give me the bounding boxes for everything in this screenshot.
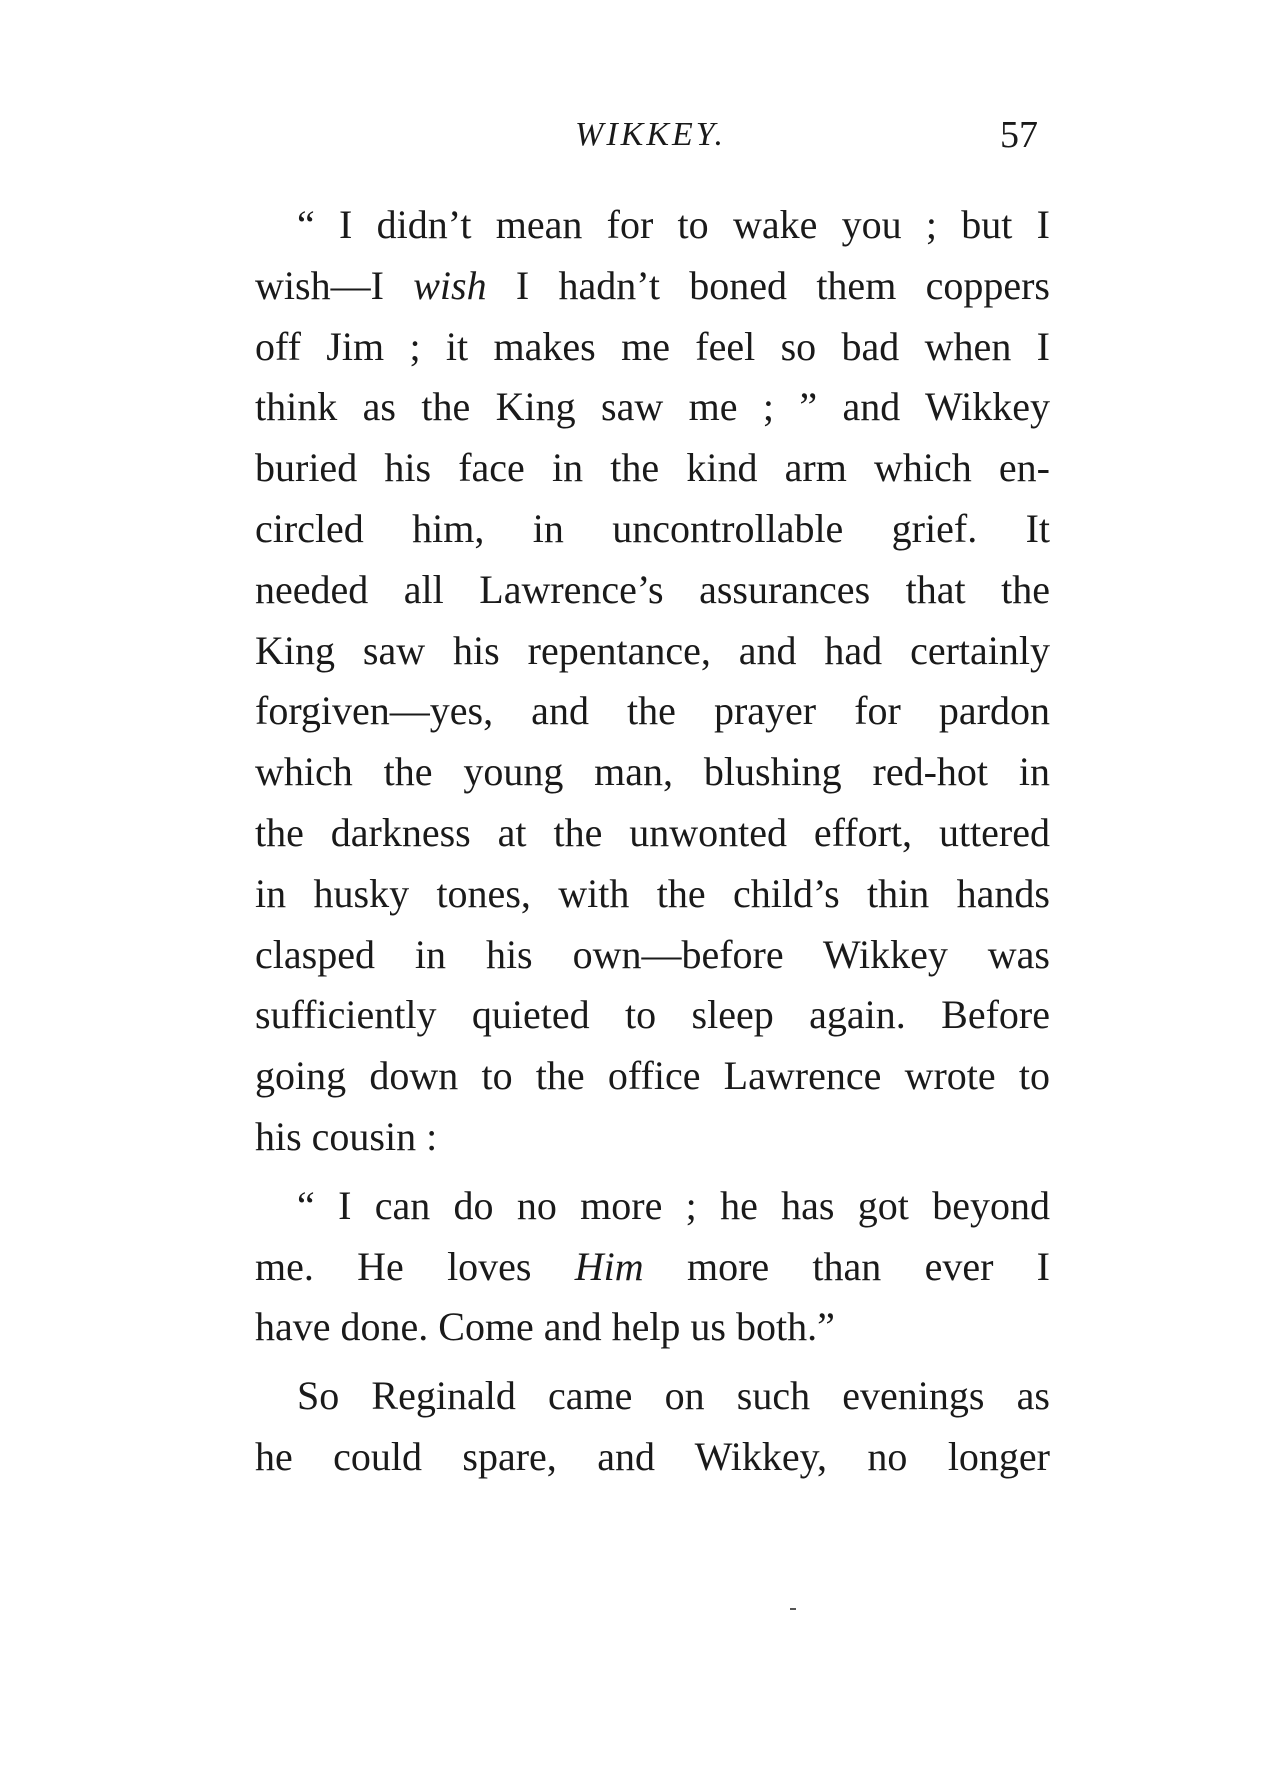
italic-text: wish bbox=[413, 262, 487, 308]
text-segment: he could spare, and Wikkey, no longer bbox=[255, 1433, 1050, 1479]
text-line bbox=[255, 1176, 1050, 1237]
text-segment: clasped in his own—before Wikkey was bbox=[255, 931, 1050, 977]
text-line bbox=[255, 1237, 1050, 1298]
text-segment: “ I can do no more ; he has got beyond bbox=[297, 1182, 1050, 1228]
text-segment: wish—I bbox=[255, 262, 414, 308]
text-segment: more than ever I bbox=[643, 1243, 1050, 1289]
text-line bbox=[255, 985, 1050, 1046]
printer-mark bbox=[790, 1608, 796, 1610]
text-segment: needed all Lawrence’s assurances that the bbox=[255, 566, 1050, 612]
text-line bbox=[255, 803, 1050, 864]
running-title: WIKKEY. bbox=[575, 116, 727, 153]
text-segment: in husky tones, with the child’s thin hands bbox=[255, 870, 1050, 916]
text-segment: the darkness at the unwonted effort, uttered bbox=[255, 809, 1050, 855]
text-segment: sufficiently quieted to sleep again. Before bbox=[255, 992, 1050, 1038]
page-number: 57 bbox=[1000, 114, 1038, 156]
text-line bbox=[255, 925, 1050, 986]
text-line bbox=[255, 256, 1050, 317]
paragraph bbox=[255, 1366, 1050, 1488]
text-line bbox=[255, 499, 1050, 560]
text-segment: have done. Come and help us both.” bbox=[255, 1304, 835, 1350]
text-line bbox=[255, 1046, 1050, 1107]
text-line bbox=[255, 1297, 1050, 1358]
text-line bbox=[255, 317, 1050, 378]
text-segment: his cousin : bbox=[255, 1113, 438, 1159]
text-line bbox=[255, 1427, 1050, 1488]
paragraph bbox=[255, 1176, 1050, 1358]
text-segment: buried his face in the kind arm which en- bbox=[255, 445, 1050, 491]
text-segment: circled him, in uncontrollable grief. It bbox=[255, 505, 1050, 551]
text-line bbox=[255, 195, 1050, 256]
text-segment: So Reginald came on such evenings as bbox=[297, 1373, 1050, 1419]
text-line bbox=[255, 742, 1050, 803]
running-head bbox=[0, 110, 1277, 170]
text-line bbox=[255, 1366, 1050, 1427]
text-line bbox=[255, 864, 1050, 925]
text-line bbox=[255, 377, 1050, 438]
text-line bbox=[255, 1107, 1050, 1168]
text-line bbox=[255, 438, 1050, 499]
text-segment: going down to the office Lawrence wrote to bbox=[255, 1053, 1050, 1099]
text-segment: “ I didn’t mean for to wake you ; but I bbox=[297, 202, 1050, 247]
text-line bbox=[255, 681, 1050, 742]
text-line bbox=[255, 621, 1050, 682]
body-text bbox=[255, 195, 1050, 1488]
text-segment: think as the King saw me ; ” and Wikkey bbox=[255, 384, 1050, 430]
text-segment: which the young man, blushing red-hot in bbox=[255, 749, 1050, 795]
text-segment: I hadn’t boned them coppers bbox=[486, 262, 1050, 308]
text-segment: me. He loves bbox=[255, 1243, 575, 1289]
italic-text: Him bbox=[574, 1243, 644, 1289]
text-segment: forgiven—yes, and the prayer for pardon bbox=[255, 688, 1050, 734]
text-line bbox=[255, 560, 1050, 621]
paragraph bbox=[255, 195, 1050, 1168]
text-segment: King saw his repentance, and had certainly bbox=[255, 627, 1050, 673]
text-segment: off Jim ; it makes me feel so bad when I bbox=[255, 323, 1050, 369]
